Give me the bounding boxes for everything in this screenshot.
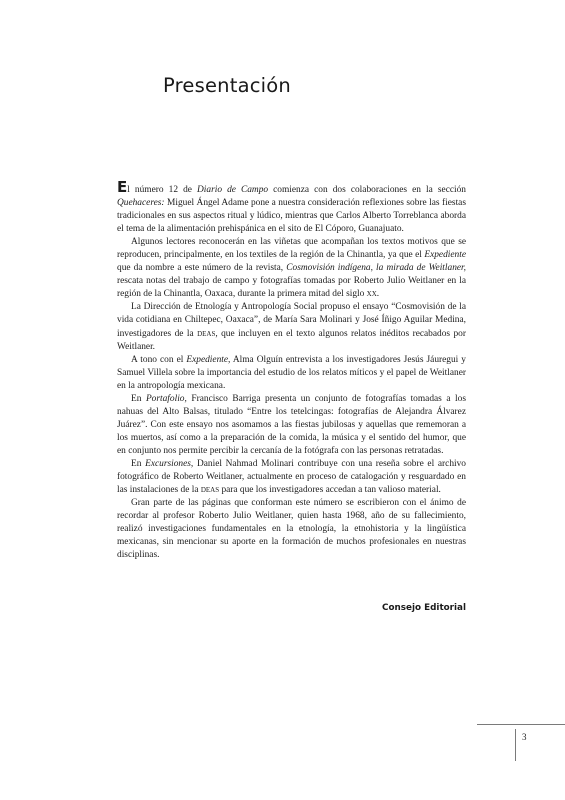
drop-cap: E bbox=[117, 178, 128, 196]
text-run: , que incluyen en el texto algunos relatos inéditos recabados por Weitlaner. bbox=[117, 328, 466, 352]
paragraph bbox=[117, 301, 466, 353]
text-run: para que los investigadores accedan a tan valioso material. bbox=[219, 485, 441, 496]
text-run: comienza con dos colaboraciones en la sección bbox=[268, 185, 466, 195]
page-title: Presentación bbox=[163, 74, 291, 97]
text-run: Alma Olguín entrevista a los investigadores Jesús Jáuregui y Samuel Villela sobre la importancia del estudio de los relatos míticos y el papel de Weitlaner en la antropología mexicana. bbox=[117, 354, 466, 391]
text-run: Daniel Nahmad Molinari contribuye con una reseña sobre el archivo fotográfico de Roberto Weitlaner, actualmente en proceso de catalogación y resguardado en las instalaciones de la bbox=[117, 458, 466, 496]
italic-text: Quehaceres: bbox=[117, 198, 165, 209]
text-run: La Dirección de Etnología y Antropología Social propuso el ensayo “Cosmovisión de la vida cotidiana en Chiltepec, Oaxaca”, de María Sara Molinari y José Íñigo Aguilar Medina, investigadores de la bbox=[117, 302, 466, 339]
text-run: Gran parte de las páginas que conforman este número se escribieron con el ánimo de recordar al profesor Roberto Julio Weitlaner, quien hasta 1968, año de su fallecimiento, realizó investigaciones fundamentales en la etnología, la etnohistoria y la lingüística mexicanas, sin mencionar su aporte en la formación de muchos profesionales en nuestras disciplinas. bbox=[117, 498, 466, 561]
text-run: Algunos lectores reconocerán en las viñetas que acompañan los textos motivos que se reproducen, principalmente, en los textiles de la región de la Chinantla, ya que el bbox=[117, 237, 466, 261]
footer-horizontal-rule bbox=[477, 724, 565, 725]
small-caps-text: deas bbox=[200, 485, 220, 496]
text-run: En bbox=[131, 458, 146, 469]
italic-text: Diario de Campo bbox=[197, 185, 269, 195]
text-run: rescata notas del trabajo de campo y fotografías tomadas por Roberto Julio Weitlaner en la región de la Chinantla, Oaxaca, durante la primera mitad del siglo bbox=[117, 276, 466, 300]
page-number: 3 bbox=[522, 732, 527, 742]
paragraph bbox=[117, 458, 466, 497]
text-run: . bbox=[376, 289, 380, 300]
signature: Consejo Editorial bbox=[382, 603, 466, 613]
text-run: Miguel Ángel Adame pone a nuestra consideración reflexiones sobre las fiestas tradicionales en sus aspectos ritual y lúdico, mientras que Carlos Alberto Torreblanca aborda el tema de la alimentación prehispánica en el sito de El Cóporo, Guanajuato. bbox=[117, 198, 466, 235]
paragraph bbox=[117, 178, 466, 236]
italic-text: Cosmovisión indígena, la mirada de Weitlaner, bbox=[286, 263, 467, 274]
small-caps-text: xx bbox=[366, 289, 377, 300]
text-run: Francisco Barriga presenta un conjunto de fotografías tomadas a los nahuas del Alto Balsas, titulado “Entre los tetelcingas: fotografías de Alejandra Álvarez Juárez”. Con este ensayo nos asomamos a las fiestas jubilosas y aquellas que rememoran a los muertos, así como a la preparación de la comida, la música y el sentido del humor, que en conjunto nos permite percibir la cercanía de la fotógrafa con las personas retratadas. bbox=[117, 393, 466, 456]
footer-vertical-rule bbox=[515, 729, 516, 761]
text-run: A tono con el bbox=[131, 354, 187, 365]
text-run: que da nombre a este número de la revista, bbox=[117, 263, 287, 274]
paragraph bbox=[117, 497, 466, 562]
text-run: l número 12 de bbox=[127, 185, 197, 195]
text-run: En bbox=[131, 393, 146, 404]
paragraph bbox=[117, 393, 466, 458]
small-caps-text: deas bbox=[197, 328, 216, 339]
italic-text: Portafolio, bbox=[145, 393, 187, 404]
italic-text: Excursiones, bbox=[145, 458, 194, 469]
article-body bbox=[117, 178, 467, 562]
paragraph bbox=[117, 354, 466, 393]
paragraph bbox=[117, 236, 466, 301]
italic-text: Expediente, bbox=[186, 354, 231, 365]
italic-text: Expediente bbox=[424, 250, 466, 261]
